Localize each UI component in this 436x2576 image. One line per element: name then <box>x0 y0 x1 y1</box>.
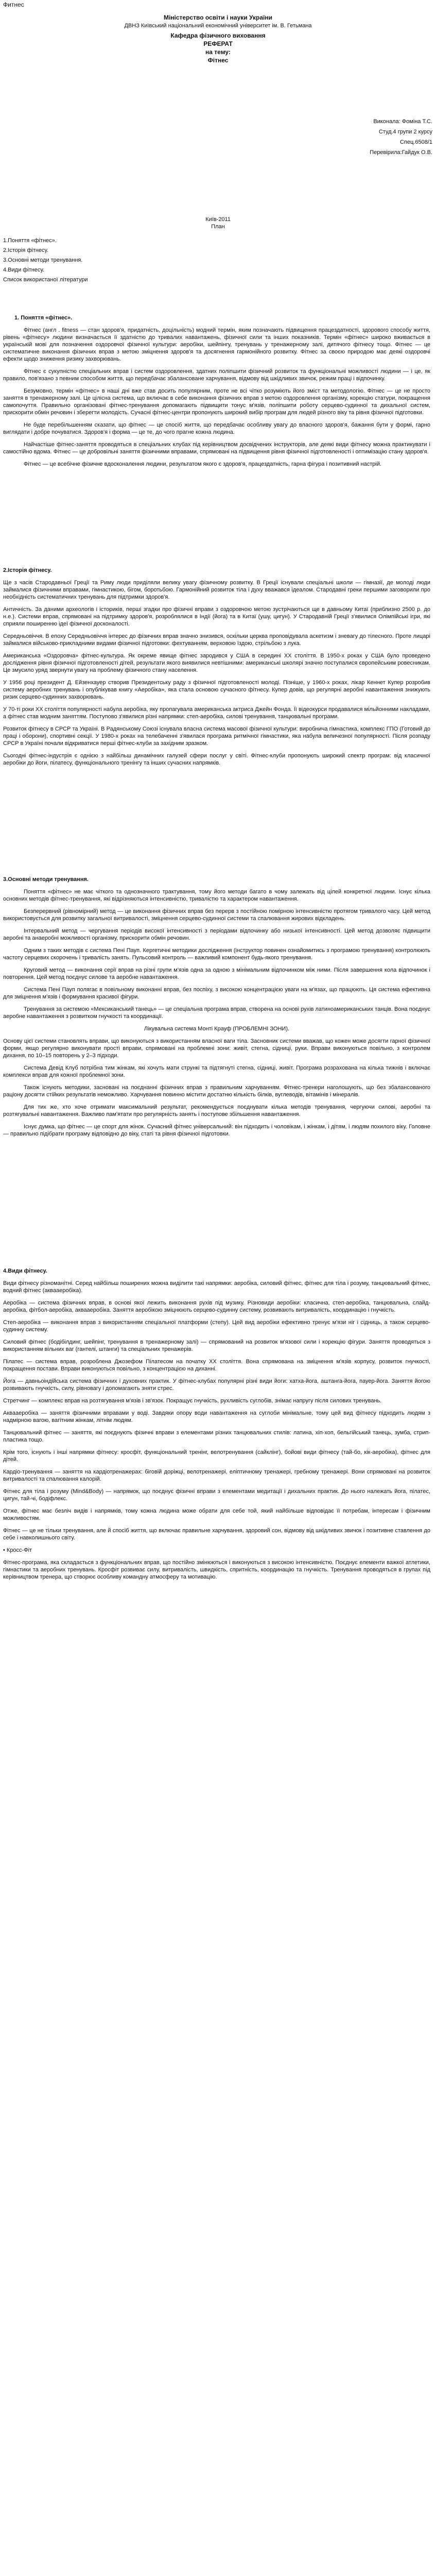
paragraph: Сьогодні фітнес-індустрія є однією з найбільш динамічних галузей сфери послуг у світі. Фітнес-клуби пропонують широкий спектр програм: від класичної аеробіки до йоги, пілатесу, функціонального тренінгу та інших сучасних напрямків. <box>3 753 430 766</box>
paragraph: Круговий метод — виконання серії вправ на різні групи м'язів одна за одною з мінімальним відпочинком між ними. Після завершення кола відпочинок і повторення. Цей метод поєднує силове та аеробне навантаження. <box>3 967 430 980</box>
report-topic: Фітнес <box>207 57 229 64</box>
paragraph: Фітнес для тіла і розуму (Mind&Body) — напрямок, що поєднує фізичні вправи з елементами медитації і дихальних практик. До нього належать йога, пілатес, цигун, тай-чі, бодіфлекс. <box>3 1488 430 1502</box>
paragraph: Поняття «фітнес» не має чіткого та однозначного трактування, тому його методи багато в чому залежать від цілей конкретної людини. Існує кілька основних методів фітнес-тренування, які відрізняються інтенсивністю, тривалістю та характером навантаження. <box>3 889 430 902</box>
toc-item: 2.Історія фітнесу. <box>3 247 49 253</box>
paragraph: Отже, фітнес має безліч видів і напрямків, тому кожна людина може обрати для себе той, який найбільше відповідає її потребам, інтересам і фізичним можливостям. <box>3 1508 430 1521</box>
toc-item: Список використаної літератури <box>3 277 88 283</box>
paragraph: Найчастіше фітнес-заняття проводяться в спеціальних клубах під керівництвом досвідчених інструкторів, але деякі види фітнесу можна практикувати і самостійно вдома. Фітнес — це добровільні заняття фізичними вправами, спрямовані на підвищення рівня фізичної підготовленості і оптимізацію стану здоров'я. <box>3 442 430 455</box>
paragraph: Ще з часів Стародавньої Греції та Риму люди приділяли велику увагу фізичному розвитку. В Греції існували спеціальні школи — гімназії, де молоді люди займалися фізичними вправами, гімнастикою, бігом, боротьбою. Гармонійний розвиток тіла і духу вважався ідеалом. Стародавні греки першими заговорили про необхідність систематичних тренувань для підтримки здоров'я. <box>3 580 430 600</box>
paragraph: Американська «Оздоровча» фітнес-культура. Як окреме явище фітнес зародився у США в середині XX століття. В 1950-х роках у США було проведено дослідження рівня фізичної підготовленості дітей, результати якого виявилися невтішними: американські школярі значно поступалися європейським ровесникам. Це змусило уряд звернути увагу на проблему фізичного стану населення. <box>3 653 430 673</box>
department-line: Кафедра фізичного виховання <box>170 32 266 39</box>
paragraph: Система Пені Пауп полягає в повільному виконанні вправ, без поспіху, з високою концентрацією уваги на м'язах, що працюють. Ця система ефективна для зміцнення м'язів і формування красивої фігури. <box>3 987 430 1000</box>
paragraph: Пілатес — система вправ, розроблена Джозефом Пілатесом на початку ХХ століття. Вона спрямована на зміцнення м'язів корпусу, розвиток гнучкості, покращення постави. Вправи виконуються повільно, з концентрацією на диханні. <box>3 1359 430 1372</box>
section-1 <box>3 314 430 468</box>
paragraph: Йога — давньоіндійська система фізичних і духовних практик. У фітнес-клубах популярні різні види йоги: хатха-йога, аштанга-йога, пауер-йога. Заняття йогою розвивають гнучкість, силу, рівновагу і допомагають зняти стрес. <box>3 1378 430 1392</box>
reviewer-line: Перевірила:Гайдук О.В. <box>370 149 432 156</box>
ministry-line: Міністерство освіти і науки України <box>163 14 273 21</box>
paragraph: Тренування за системою «Мексиканський танець» — це спеціальна програма вправ, створена на основі рухів латиноамериканських танців. Вона поєднує аеробне навантаження з розвитком гнучкості та координації. <box>3 1006 430 1020</box>
city-year: Київ-2011 <box>205 216 231 223</box>
toc-item: 1.Поняття «фітнес». <box>3 238 57 244</box>
paragraph: Розвиток фітнесу в СРСР та Україні. В Радянському Союзі існувала власна система масової фізичної культури: виробнича гімнастика, комплекс ГПО (Готовий до праці і оборони), спортивні секції. У 1980-х роках на телебаченні з'явилася програма ритмічної гімнастики, яка набула величезної популярності. Після розпаду СРСР в Україні почали відкриватися перші фітнес-клуби за західним зразком. <box>3 726 430 747</box>
document-title: Фитнес <box>3 1 24 8</box>
author-block <box>360 117 432 157</box>
paragraph: Безперервний (рівномірний) метод — це виконання фізичних вправ без перерв з постійною помірною інтенсивністю протягом тривалого часу. Цей метод використовується для розвитку загальної витривалості, зміцнення серцево-судинної системи та спалювання жирових відкладень. <box>3 908 430 922</box>
paragraph: У 1956 році президент Д. Ейзенхауер створив Президентську раду з фізичної підготовленості молоді. Пізніше, у 1960-х роках, лікар Кеннет Купер розробив систему аеробних тренувань і опублікував книгу «Аеробіка», яка стала основою сучасного фітнесу. Купер довів, що регулярні аеробні навантаження знижують ризик серцево-судинних захворювань. <box>3 680 430 700</box>
section-heading: 4.Види фітнесу. <box>3 1268 47 1274</box>
paragraph: Фітнес є сукупністю спеціальних вправ і систем оздоровлення, здатних поліпшити фізичний розвиток та функціональні можливості людини — і це, як правило, пов'язано з певним способом життя, що передбачає збалансоване харчування, відмову від шкідливих звичок, режим праці і відпочинку. <box>3 368 430 382</box>
paragraph: Танцювальний фітнес — заняття, які поєднують фізичні вправи з елементами різних танцювальних стилів: латина, хіп-хоп, бельгійський танець, зумба, стрип-пластика тощо. <box>3 1430 430 1443</box>
paragraph: Види фітнесу різноманітні. Серед найбільш поширених можна виділити такі напрямки: аеробіка, силовий фітнес, фітнес для тіла і розуму, танцювальний фітнес, водний фітнес (аквааеробіка). <box>3 1280 430 1294</box>
author-line: Виконала: Фоміна Т.С. <box>373 118 432 125</box>
paragraph: Аеробіка — система фізичних вправ, в основі якої лежить виконання рухів під музику. Різновиди аеробіки: класична, степ-аеробіка, танцювальна, слайд-аеробіка, фітбол-аеробіка, аквааеробіка. Заняття аеробікою зміцнюють серцево-судинну систему, розвивають витривалість, координацію і гнучкість. <box>3 1300 430 1313</box>
section-3 <box>3 876 430 1138</box>
paragraph: Лікувальна система Монті Крауф (ПРОБЛЕМНІ ЗОНИ). <box>144 1026 290 1032</box>
section-heading: 2.Історія фітнесу. <box>3 567 52 573</box>
paragraph: Фітнес — це всебічне фізичне вдосконалення людини, результатом якого є здоров'я, працездатність, гарна фігура і позитивний настрій. <box>24 461 382 467</box>
section-heading: 3.Основні методи тренування. <box>3 876 89 883</box>
paragraph: Основу цієї системи становлять вправи, що виконуються з використанням власної ваги тіла. Засновник системи вважав, що кожен може досягти гарної фізичної форми, якщо регулярно виконувати прості вправи, спрямовані на проблемні зони: живіт, стегна, сідниці, руки. Вправи виконуються повільно, з контролем дихання, по 10–15 повторень у 2–3 підходи. <box>3 1038 430 1059</box>
section-4 <box>3 1267 430 1581</box>
university-line: ДВНЗ Київський національний економічний університет ім. В. Гетьмана <box>124 23 312 29</box>
paragraph: Аквааеробіка — заняття фізичними вправами у воді. Завдяки опору води навантаження на суглоби мінімальне, тому цей вид фітнесу підходить людям з надмірною вагою, вагітним жінкам, літнім людям. <box>3 1410 430 1423</box>
paragraph: Фітнес-програма, яка складається з функціональних вправ, що постійно змінюються і виконуються з високою інтенсивністю. Поєднує елементи важкої атлетики, гімнастики та аеробних тренувань. Кросфіт розвиває силу, витривалість, швидкість, спритність, координацію та гнучкість. Тренування проводяться в групах під керівництвом тренера, що створює особливу командну атмосферу та мотивацію. <box>3 1560 430 1580</box>
paragraph: Для тих же, хто хоче отримати максимальний результат, рекомендується поєднувати кілька методів тренування, чергуючи силові, аеробні та розтягувальні навантаження. Важливо пам'ятати про регулярність занять і поступове збільшення навантаження. <box>3 1104 430 1117</box>
paragraph: Степ-аеробіка — виконання вправ з використанням спеціальної платформи (степу). Цей вид аеробіки ефективно тренує м'язи ніг і сідниць, а також серцево-судинну систему. <box>3 1319 430 1333</box>
specialty-line: Спец.6508/1 <box>399 139 432 145</box>
section-2 <box>3 567 430 767</box>
paragraph: Не буде перебільшенням сказати, що фітнес — це спосіб життя, що передбачає особливу увагу до власного здоров'я, бажання бути у формі, гарно виглядати і добре почуватися. Здоров'я і форма — це те, до чого прагне кожна людина. <box>3 422 430 435</box>
paragraph: Фітнес — це не тільки тренування, але й спосіб життя, що включає правильне харчування, здоровий сон, відмову від шкідливих звичок і позитивне ставлення до себе і навколишнього світу. <box>3 1528 430 1541</box>
paragraph: Античність. За даними археологів і істориків, перші згадки про фізичні вправи з оздоровчою метою зустрічаються ще в давньому Китаї (приблизно 2500 р. до н.е.). Системи вправ, спрямовані на підтримку здоров'я, розроблялися в Індії (йога) та в Китаї (ушу, цигун). У Стародавній Греції з'явилися Олімпійські ігри, які сприяли поширенню ідеї фізичної досконалості. <box>3 606 430 627</box>
toc-item: 3.Основні методи тренування. <box>3 257 83 263</box>
paragraph: Одним з таких методів є система Пені Пауп. Кергетичні методики дослідження (інструктор повинен ознайомитись з програмою тренування) контролюють частоту серцевих скорочень і тривалість занять. Пульсовий контроль — важливий компонент будь-якого тренування. <box>3 947 430 961</box>
on-topic-label: на тему: <box>205 48 231 56</box>
table-of-contents <box>3 236 88 285</box>
paragraph: Система Девід Клуб потрібна тим жінкам, які хочуть мати стрункі та підтягнуті стегна, сідниці, живіт. Програма розрахована на кілька тижнів і включає комплекси вправ для кожної проблемної зони. <box>3 1065 430 1078</box>
toc-item: 4.Види фітнесу. <box>3 267 44 273</box>
report-type: РЕФЕРАТ <box>203 40 233 47</box>
paragraph: Безумовно, термін «фітнес» в наші дні вже став досить популярним, проте не всі чітко розуміють його зміст та методологію. Фітнес — це не просто заняття в тренажерному залі. Це цілісна система, що включає в себе виконання фізичних вправ з метою оздоровлення організму, корекцію статури, покращення самопочуття. Правильно організовані фітнес-тренування допомагають підвищити тонус м'язів, поліпшити роботу серцево-судинної та дихальної систем, прискорити обмін речовин і зберегти молодість. Сучасні фітнес-центри пропонують широкий вибір програм для людей різного віку та рівня фізичної підготовки. <box>3 388 430 416</box>
paragraph: Середньовіччя. В епоху Середньовіччя інтерес до фізичних вправ значно знизився, оскільки церква проповідувала аскетизм і зневагу до тілесного. Проте лицарі займалися військово-прикладними видами фізичної підготовки: фехтуванням, верховою їздою, стрільбою з лука. <box>3 633 430 647</box>
paragraph: Інтервальний метод — чергування періодів високої інтенсивності з періодами відпочинку або низької інтенсивності. Цей метод дозволяє підвищити аеробні та анаеробні можливості організму, прискорити обмін речовин. <box>3 928 430 941</box>
paragraph: Фітнес (англ . fitness — стан здоров'я, придатність, доцільність) модний термін, яким позначають підвищення працездатності, здорового способу життя, рівень «фітнесу» людини визначається її здатністю до тривалих навантажень, фізичної сили та інших показників. Термін «фітнес» широко вживається в українській мові для позначення оздоровчої фізичної культури: аеробіки, шейпінгу, тренувань у тренажерному залі, дитячого фітнесу тощо. Фітнес — це систематичне виконання фізичних вправ з метою зміцнення здоров'я та досягнення гармонійного розвитку. Фітнес за своєю природою має деякі оздоровчі ефекти щодо зниження ризику захворювань. <box>3 327 430 362</box>
plan-title: План <box>211 224 225 230</box>
paragraph: У 70-ті роки ХХ століття популярності набула аеробіка, яку пропагувала американська актриса Джейн Фонда. Її відеокурси продавалися мільйонними накладами, а фітнес став модним заняттям. Поступово з'явилися різні напрямки: степ-аеробіка, силові тренування, танцювальні програми. <box>3 706 430 720</box>
paragraph: Стретчинг — комплекс вправ на розтягування м'язів і зв'язок. Покращує гнучкість, рухливість суглобів, знімає напругу після силових тренувань. <box>3 1398 382 1404</box>
paragraph: Також існують методики, засновані на поєднанні фізичних вправ з правильним харчуванням. Фітнес-тренери наголошують, що без збалансованого раціону досягти стійких результатів неможливо. Харчування повинно містити достатню кількість білків, вуглеводів, вітамінів і мінералів. <box>3 1084 430 1098</box>
section-heading: 1. Поняття «фітнес». <box>14 315 73 321</box>
list-bullet-heading: • Кросс-Фіт <box>3 1547 32 1553</box>
paragraph: Кардіо-тренування — заняття на кардіотренажерах: біговій доріжці, велотренажері, еліптичному тренажері, гребному тренажері. Вони спрямовані на розвиток витривалості та спалювання калорій. <box>3 1469 430 1482</box>
paragraph: Крім того, існують і інші напрямки фітнесу: кросфіт, функціональний тренінг, велотренування (сайклінг), бойові види фітнесу (тай-бо, кік-аеробіка), фітнес для дітей. <box>3 1449 430 1463</box>
group-line: Студ.4 групи 2 курсу <box>378 129 432 135</box>
paragraph: Існує думка, що фітнес — це спорт для жінок. Сучасний фітнес універсальний: він підходить і чоловікам, і жінкам, і дітям, і людям похилого віку. Головне — правильно підібрати програму відповідно до віку, статі та рівня фізичної підготовки. <box>3 1124 430 1137</box>
paragraph: Силовий фітнес (бодібілдинг, шейпінг, тренування в тренажерному залі) — спрямований на розвиток м'язової сили і корекцію фігури. Заняття проводяться з використанням вільних ваг (гантелі, штанги) та спеціальних тренажерів. <box>3 1339 430 1352</box>
